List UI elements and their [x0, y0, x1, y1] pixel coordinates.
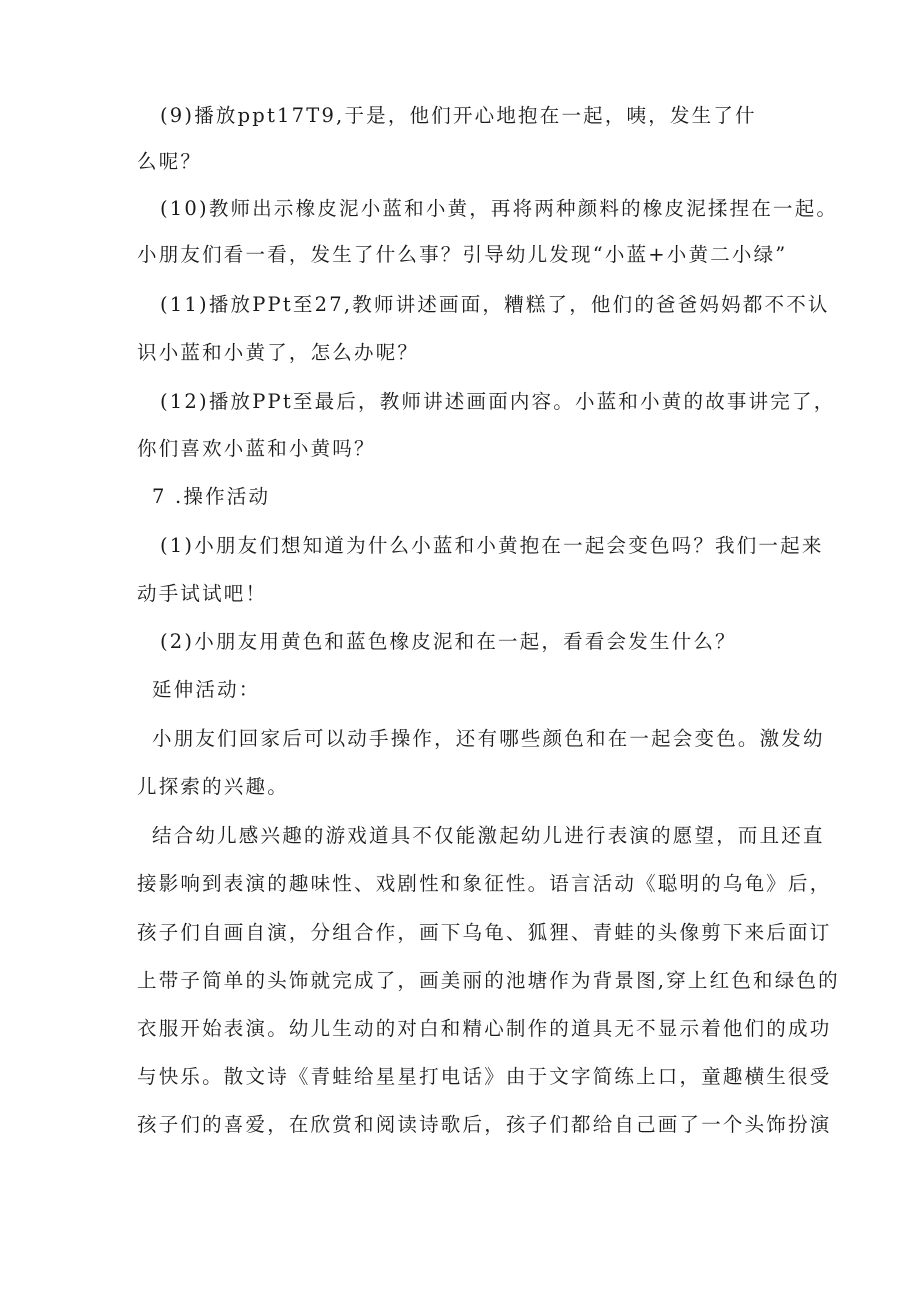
text-line: 孩子们自画自演，分组合作，画下乌龟、狐狸、青蛙的头像剪下来后面订	[137, 921, 832, 944]
section-heading: 7 .操作活动	[152, 485, 271, 508]
text-line: 上带子简单的头饰就完成了，画美丽的池塘作为背景图,穿上红色和绿色的	[137, 969, 840, 992]
text-line: 衣服开始表演。幼儿生动的对白和精心制作的道具无不显示着他们的成功	[137, 1017, 832, 1040]
text-line: (10)教师出示橡皮泥小蓝和小黄，再将两种颜料的橡皮泥揉捏在一起。	[160, 197, 839, 220]
text-line: (1)小朋友们想知道为什么小蓝和小黄抱在一起会变色吗？我们一起来	[160, 534, 824, 557]
text-line: 结合幼儿感兴趣的游戏道具不仅能激起幼儿进行表演的愿望，而且还直	[152, 824, 825, 847]
section-heading: 延伸活动：	[152, 678, 261, 701]
text-line: 动手试试吧！	[137, 582, 268, 605]
text-line: 小朋友们看一看，发生了什么事？引导幼儿发现“小蓝+小黄二小绿”	[137, 243, 788, 266]
text-line: (12)播放PPt至最后，教师讲述画面内容。小蓝和小黄的故事讲完了，	[160, 390, 836, 413]
text-line: 识小蓝和小黄了，怎么办呢？	[137, 341, 420, 364]
text-line: 与快乐。散文诗《青蛙给星星打电话》由于文字简练上口，童趣横生很受	[137, 1065, 832, 1088]
text-line: 你们喜欢小蓝和小黄吗？	[137, 437, 376, 460]
text-line: 么呢？	[137, 150, 203, 173]
text-line: 孩子们的喜爱，在欣赏和阅读诗歌后，孩子们都给自己画了一个头饰扮演	[137, 1113, 832, 1136]
text-line: 接影响到表演的趣味性、戏剧性和象征性。语言活动《聪明的乌龟》后，	[137, 872, 832, 895]
text-line: (9)播放ppt17T9,于是，他们开心地抱在一起，咦，发生了什	[160, 104, 757, 127]
text-line: (11)播放PPt至27,教师讲述画面，糟糕了，他们的爸爸妈妈都不不认	[160, 293, 830, 316]
text-line: 小朋友们回家后可以动手操作，还有哪些颜色和在一起会变色。激发幼	[152, 727, 825, 750]
text-line: 儿探索的兴趣。	[137, 775, 289, 798]
text-line: (2)小朋友用黄色和蓝色橡皮泥和在一起，看看会发生什么？	[160, 630, 737, 653]
